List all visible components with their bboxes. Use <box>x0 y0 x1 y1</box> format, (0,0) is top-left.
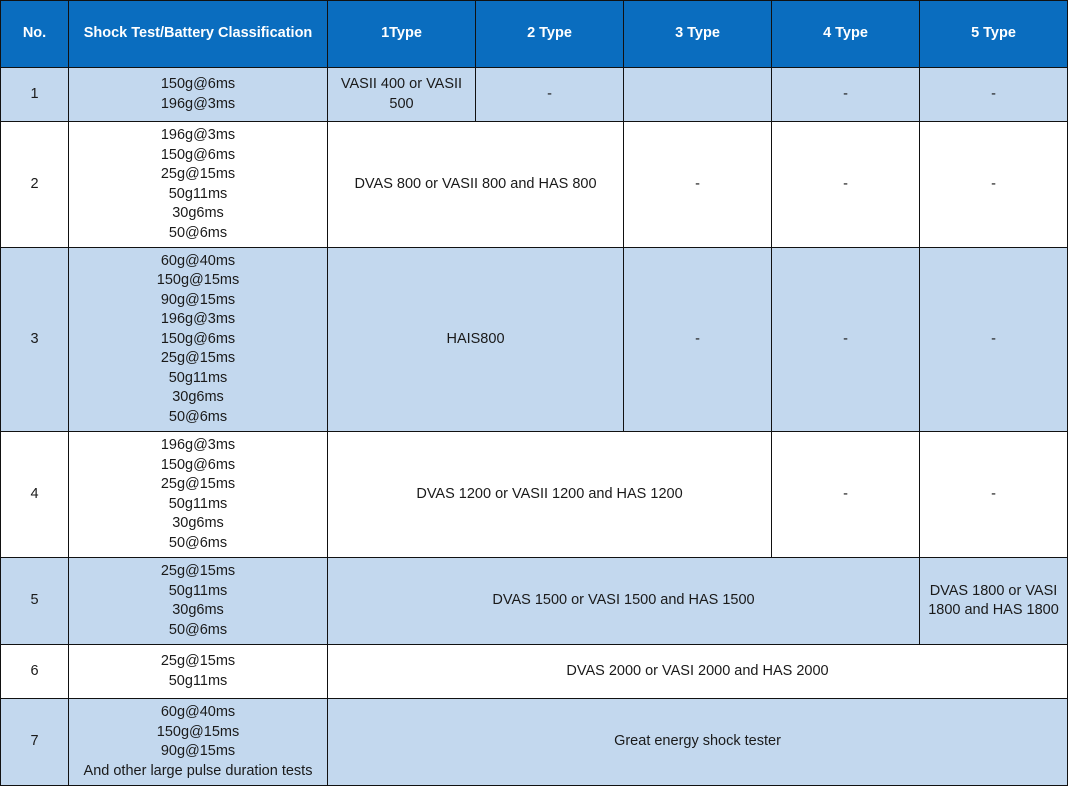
table-row <box>1 248 1068 432</box>
type5-cell: - <box>920 248 1068 432</box>
test-item: 50@6ms <box>168 408 228 425</box>
type5-cell: - <box>920 432 1068 558</box>
test-item: 50g11ms <box>168 185 228 202</box>
test-item: 150g@15ms <box>156 272 240 289</box>
test-item: 196g@3ms <box>160 95 236 112</box>
type3-cell: - <box>624 122 772 248</box>
type3-cell: - <box>624 248 772 432</box>
test-list <box>69 68 328 122</box>
test-item: 150g@15ms <box>156 723 240 740</box>
test-item: 30g6ms <box>172 205 224 221</box>
type4-cell: - <box>772 122 920 248</box>
row-number: 4 <box>1 432 69 558</box>
test-item: 60g@40ms <box>160 252 236 269</box>
header-type4: 4 Type <box>772 1 920 68</box>
header-no: No. <box>1 1 69 68</box>
row-number: 2 <box>1 122 69 248</box>
row-number: 5 <box>1 558 69 645</box>
test-list <box>69 645 328 699</box>
test-item: 25g@15ms <box>160 476 236 492</box>
test-item: 30g6ms <box>172 602 224 618</box>
test-list <box>69 699 328 786</box>
table-row <box>1 699 1068 786</box>
type1-5-cell: DVAS 2000 or VASI 2000 and HAS 2000 <box>328 645 1068 699</box>
header-classification: Shock Test/Battery Classification <box>69 1 328 68</box>
test-item: 50g11ms <box>168 495 228 512</box>
type1-5-cell: Great energy shock tester <box>328 699 1068 786</box>
table-row <box>1 432 1068 558</box>
type2-cell: - <box>476 68 624 122</box>
test-item: 196g@3ms <box>160 311 236 328</box>
type1-2-cell: DVAS 800 or VASII 800 and HAS 800 <box>328 122 624 248</box>
test-list <box>69 432 328 558</box>
test-item: 50@6ms <box>168 534 228 551</box>
test-item: 90g@15ms <box>160 291 236 308</box>
type5-cell: DVAS 1800 or VASI 1800 and HAS 1800 <box>920 558 1068 645</box>
test-item: And other large pulse duration tests <box>83 762 313 779</box>
test-item: 50g11ms <box>168 369 228 386</box>
test-item: 196g@3ms <box>160 127 236 143</box>
test-item: 196g@3ms <box>160 437 236 453</box>
header-type2: 2 Type <box>476 1 624 68</box>
table-row <box>1 68 1068 122</box>
test-item: 50g11ms <box>168 582 228 599</box>
type1-cell: VASII 400 or VASII 500 <box>328 68 476 122</box>
test-list <box>69 558 328 645</box>
row-number: 3 <box>1 248 69 432</box>
test-item: 150g@6ms <box>160 76 236 92</box>
test-list <box>69 248 328 432</box>
header-type5: 5 Type <box>920 1 1068 68</box>
test-item: 25g@15ms <box>160 653 236 669</box>
row-number: 6 <box>1 645 69 699</box>
test-item: 90g@15ms <box>160 743 236 759</box>
row-number: 7 <box>1 699 69 786</box>
type4-cell: - <box>772 248 920 432</box>
test-item: 150g@6ms <box>160 330 236 347</box>
type1-2-cell: HAIS800 <box>328 248 624 432</box>
header-type3: 3 Type <box>624 1 772 68</box>
test-item: 25g@15ms <box>160 166 236 182</box>
test-item: 50@6ms <box>168 621 228 638</box>
header-row <box>1 1 1068 68</box>
table-row <box>1 558 1068 645</box>
type5-cell: - <box>920 68 1068 122</box>
table-row <box>1 645 1068 699</box>
type1-3-cell: DVAS 1200 or VASII 1200 and HAS 1200 <box>328 432 772 558</box>
test-item: 60g@40ms <box>160 704 236 720</box>
test-item: 30g6ms <box>172 515 224 531</box>
test-item: 50@6ms <box>168 224 228 241</box>
test-list <box>69 122 328 248</box>
type4-cell: - <box>772 432 920 558</box>
header-type1: 1Type <box>328 1 476 68</box>
row-number: 1 <box>1 68 69 122</box>
table-row <box>1 122 1068 248</box>
test-item: 150g@6ms <box>160 146 236 163</box>
type3-cell <box>624 68 772 122</box>
test-item: 150g@6ms <box>160 456 236 473</box>
type1-4-cell: DVAS 1500 or VASI 1500 and HAS 1500 <box>328 558 920 645</box>
test-item: 30g6ms <box>172 389 224 406</box>
test-item: 25g@15ms <box>160 563 236 579</box>
type5-cell: - <box>920 122 1068 248</box>
test-item: 25g@15ms <box>160 350 236 367</box>
type4-cell: - <box>772 68 920 122</box>
test-item: 50g11ms <box>168 672 228 689</box>
